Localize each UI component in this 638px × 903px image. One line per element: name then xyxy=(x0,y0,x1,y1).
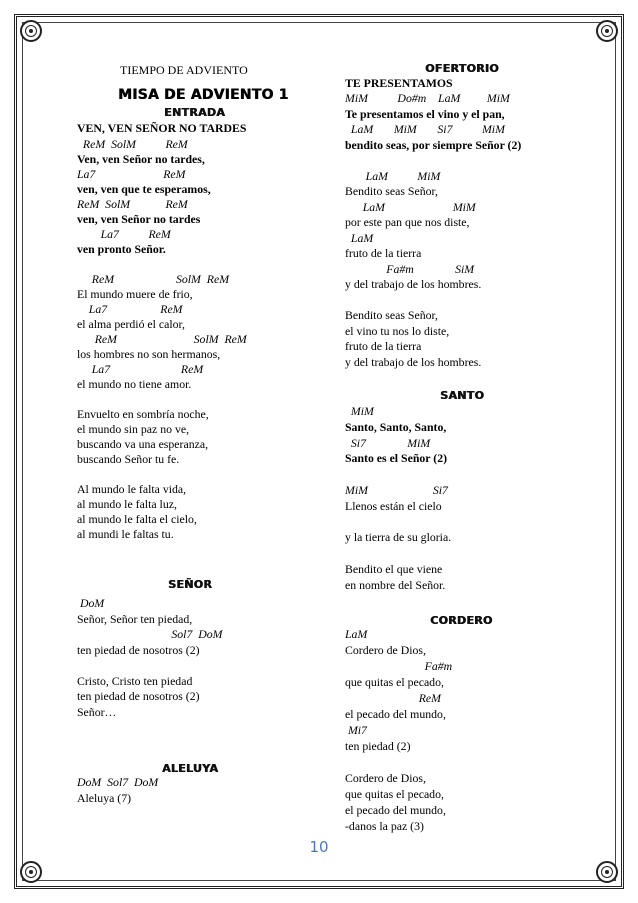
lyric-line: Santo es el Señor (2) xyxy=(345,451,448,466)
chord-line: DoM Sol7 DoM xyxy=(77,775,159,789)
lyric-line: ven, ven Señor no tardes xyxy=(77,212,201,226)
lyric-line: y del trabajo de los hombres. xyxy=(345,354,482,369)
chord-line: Sol7 DoM xyxy=(77,627,223,641)
lyric-line: y la tierra de su gloria. xyxy=(345,530,452,545)
cordero-heading: CORDERO xyxy=(430,614,493,627)
chord-line: LaM xyxy=(345,627,368,641)
corner-ornament-icon xyxy=(596,20,618,42)
lyric-line: Ven, ven Señor no tardes, xyxy=(77,152,205,166)
lyric-line: que quitas el pecado, xyxy=(345,787,444,801)
lyric-line: buscando va una esperanza, xyxy=(77,437,209,451)
entrada-song-title: VEN, VEN SEÑOR NO TARDES xyxy=(77,121,247,135)
lyric-line: Cristo, Cristo ten piedad xyxy=(77,673,193,688)
chord-line: ReM SolM ReM xyxy=(77,197,188,211)
chord-line: Si7 MiM xyxy=(345,435,431,450)
chord-line: La7 ReM xyxy=(77,227,171,241)
chord-line: MiM xyxy=(345,404,374,418)
senor-heading xyxy=(0,577,380,592)
chord-line: ReM xyxy=(345,691,441,705)
lyric-line: ten piedad de nosotros (2) xyxy=(77,689,200,703)
corner-ornament-icon xyxy=(20,861,42,883)
lyric-line: al mundo le falta luz, xyxy=(77,497,177,511)
lyric-line: -danos la paz (3) xyxy=(345,819,424,833)
chord-line: Fa#m xyxy=(345,659,453,673)
corner-ornament-icon xyxy=(596,861,618,883)
lyric-line: ten piedad (2) xyxy=(345,739,411,753)
lyric-line: al mundi le faltas tu. xyxy=(77,527,174,541)
page-number: 10 xyxy=(309,838,329,856)
season-title: TIEMPO DE ADVIENTO xyxy=(120,63,248,77)
aleluya-heading xyxy=(0,761,380,776)
lyric-line: Santo, Santo, Santo, xyxy=(345,419,447,434)
lyric-line: buscando Señor tu fe. xyxy=(77,452,180,466)
mass-title: MISA DE ADVIENTO 1 xyxy=(118,87,289,103)
lyric-line: y del trabajo de los hombres. xyxy=(345,277,482,291)
chord-line: LaM MiM xyxy=(345,168,441,183)
lyric-line: Bendito seas Señor, xyxy=(345,308,438,322)
lyric-line: Te presentamos el vino y el pan, xyxy=(345,106,505,121)
chord-line: La7 ReM xyxy=(77,362,204,376)
lyric-line: Aleluya (7) xyxy=(77,790,132,805)
lyric-line: fruto de la tierra xyxy=(345,246,422,260)
lyric-line: ven, ven que te esperamos, xyxy=(77,182,211,196)
lyric-line: Bendito seas Señor, xyxy=(345,184,438,198)
lyric-line: el mundo no tiene amor. xyxy=(77,377,192,391)
chord-line: LaM xyxy=(345,230,374,245)
chord-line: Fa#m SiM xyxy=(345,261,475,276)
lyric-line: Envuelto en sombría noche, xyxy=(77,407,209,421)
lyric-line: Señor… xyxy=(77,704,117,719)
lyric-line: el vino tu nos lo diste, xyxy=(345,323,450,338)
lyric-line: ten piedad de nosotros (2) xyxy=(77,642,200,657)
lyric-line: que quitas el pecado, xyxy=(345,675,444,689)
lyric-line: Cordero de Dios, xyxy=(345,771,426,785)
chord-line: La7 ReM xyxy=(77,302,183,316)
chord-line: Mi7 xyxy=(345,723,367,737)
chord-line: ReM SolM ReM xyxy=(77,332,247,346)
lyric-line: por este pan que nos diste, xyxy=(345,215,470,229)
lyric-line: los hombres no son hermanos, xyxy=(77,347,221,361)
lyric-line: el mundo sin paz no ve, xyxy=(77,422,190,436)
lyric-line: al mundo le falta el cielo, xyxy=(77,512,197,526)
ofertorio-heading: OFERTORIO xyxy=(425,62,499,75)
entrada-heading: ENTRADA xyxy=(164,106,225,119)
aleluya-heading-text: ALELUYA xyxy=(161,762,219,775)
chord-line: DoM xyxy=(77,596,105,610)
chord-line: La7 ReM xyxy=(77,167,186,181)
lyric-line: el pecado del mundo, xyxy=(345,803,446,817)
ofertorio-song-title: TE PRESENTAMOS xyxy=(345,76,453,90)
lyric-line: el alma perdió el calor, xyxy=(77,317,185,331)
corner-ornament-icon xyxy=(20,20,42,42)
lyric-line: el pecado del mundo, xyxy=(345,707,446,721)
lyric-line: Señor, Señor ten piedad, xyxy=(77,611,193,626)
chord-line: LaM MiM Si7 MiM xyxy=(345,122,505,136)
lyric-line: Llenos están el cielo xyxy=(345,498,442,513)
chord-line: ReM SolM ReM xyxy=(77,137,188,151)
lyric-line: en nombre del Señor. xyxy=(345,577,446,592)
lyric-line: fruto de la tierra xyxy=(345,339,422,353)
chord-line: MiM Do#m LaM MiM xyxy=(345,91,510,105)
lyric-line: El mundo muere de frio, xyxy=(77,287,193,301)
chord-line: MiM Si7 xyxy=(345,483,448,497)
santo-heading: SANTO xyxy=(440,389,484,402)
lyric-line: Cordero de Dios, xyxy=(345,643,426,657)
lyric-line: Bendito el que viene xyxy=(345,562,443,576)
lyric-line: ven pronto Señor. xyxy=(77,242,166,256)
lyric-line: Al mundo le falta vida, xyxy=(77,482,187,496)
chord-line: LaM MiM xyxy=(345,199,476,214)
lyric-line: bendito seas, por siempre Señor (2) xyxy=(345,137,522,152)
senor-heading-text: SEÑOR xyxy=(168,578,212,591)
chord-line: ReM SolM ReM xyxy=(77,272,230,286)
